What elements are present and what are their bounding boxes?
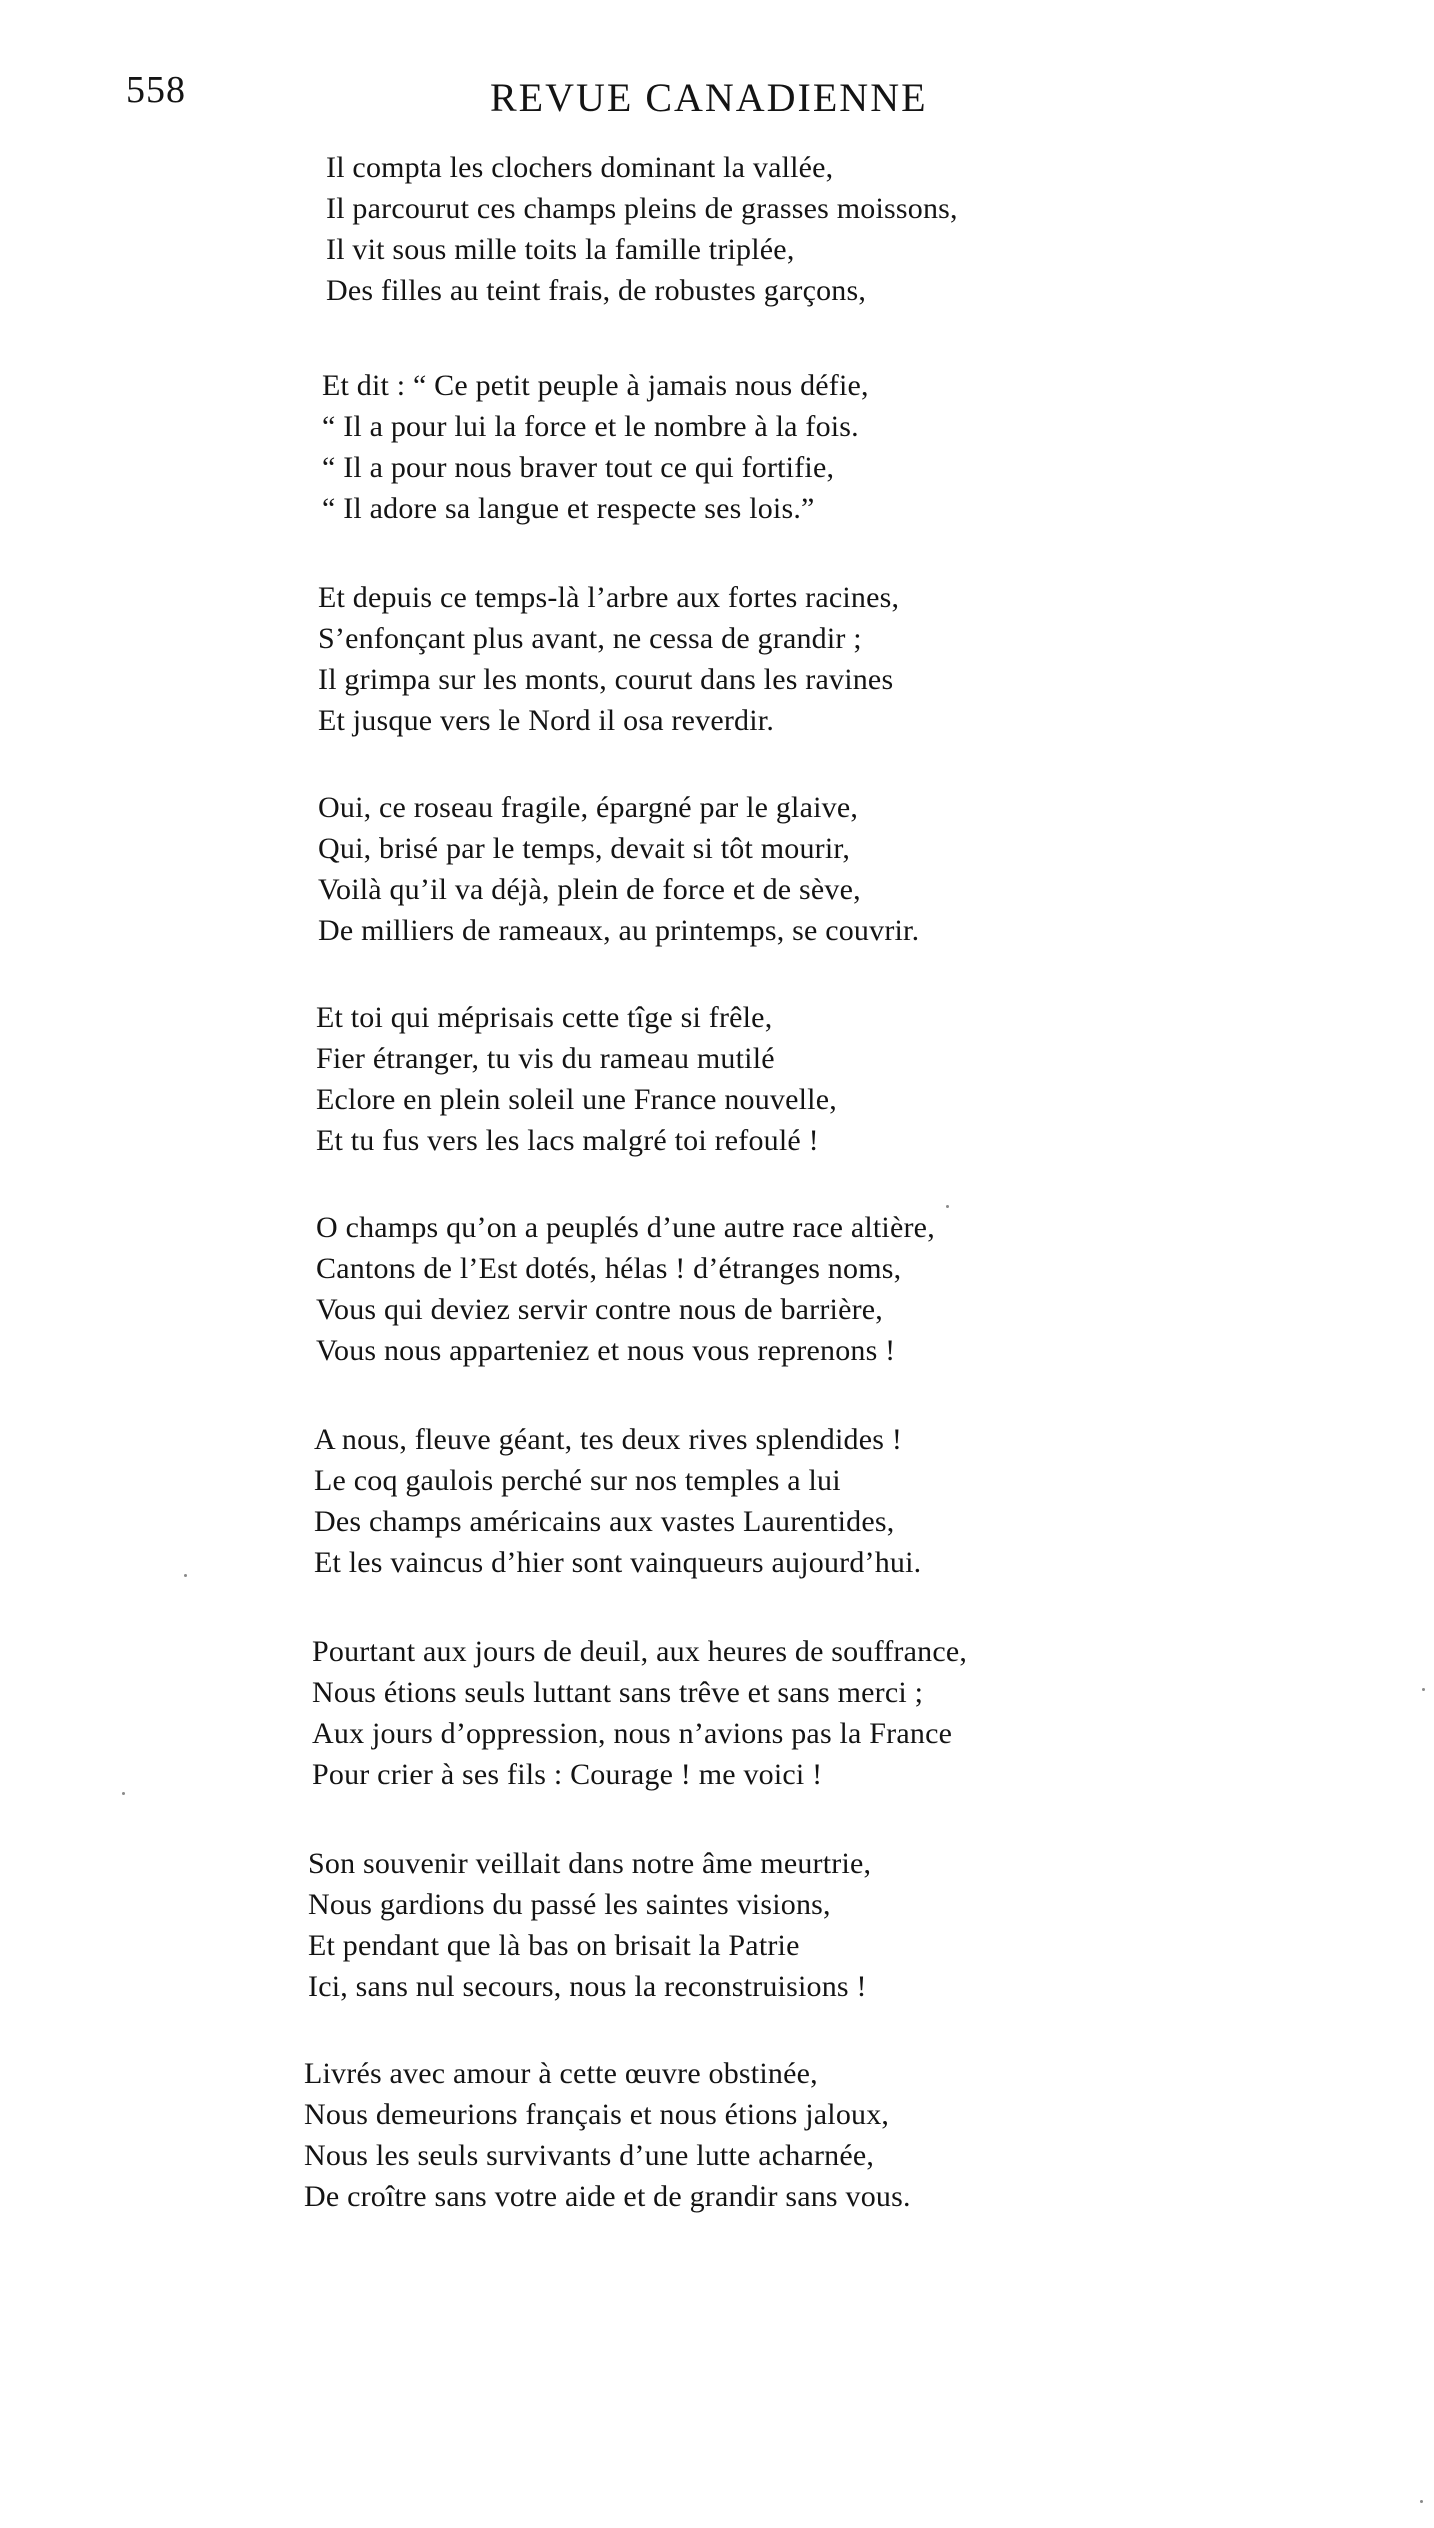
verse-line: Ici, sans nul secours, nous la reconstruisions ! <box>308 1970 867 2003</box>
verse-line: Fier étranger, tu vis du rameau mutilé <box>316 1042 775 1075</box>
verse-line: “ Il a pour lui la force et le nombre à la fois. <box>322 410 859 443</box>
verse-line: Et les vaincus d’hier sont vainqueurs aujourd’hui. <box>314 1546 922 1579</box>
verse-line: Des filles au teint frais, de robustes garçons, <box>326 274 867 307</box>
verse-line: Il grimpa sur les monts, courut dans les ravines <box>318 663 894 696</box>
verse-line: Il vit sous mille toits la famille triplée, <box>326 233 795 266</box>
verse-line: S’enfonçant plus avant, ne cessa de grandir ; <box>318 622 862 655</box>
verse-line: Le coq gaulois perché sur nos temples a lui <box>314 1464 841 1497</box>
running-title: REVUE CANADIENNE <box>490 75 928 120</box>
verse-line: Oui, ce roseau fragile, épargné par le glaive, <box>318 791 859 824</box>
verse-line: A nous, fleuve géant, tes deux rives splendides ! <box>314 1423 903 1456</box>
scan-speck <box>946 1205 949 1208</box>
verse-line: Livrés avec amour à cette œuvre obstinée, <box>304 2057 818 2090</box>
verse-line: “ Il adore sa langue et respecte ses lois.” <box>322 492 815 525</box>
verse-line: “ Il a pour nous braver tout ce qui fortifie, <box>322 451 835 484</box>
verse-line: Et depuis ce temps-là l’arbre aux fortes racines, <box>318 581 900 614</box>
scan-speck <box>122 1792 125 1795</box>
page-header <box>0 64 1434 134</box>
verse-line: Son souvenir veillait dans notre âme meurtrie, <box>308 1847 872 1880</box>
scan-speck <box>1420 2500 1423 2503</box>
verse-line: De croître sans votre aide et de grandir sans vous. <box>304 2180 911 2213</box>
verse-line: Pourtant aux jours de deuil, aux heures de souffrance, <box>312 1635 968 1668</box>
verse-line: Il compta les clochers dominant la vallée, <box>326 151 834 184</box>
verse-line: Aux jours d’oppression, nous n’avions pas la France <box>312 1717 953 1750</box>
verse-line: Vous nous apparteniez et nous vous reprenons ! <box>316 1334 896 1367</box>
verse-line: Et dit : “ Ce petit peuple à jamais nous défie, <box>322 369 869 402</box>
verse-line: Des champs américains aux vastes Laurentides, <box>314 1505 895 1538</box>
scan-speck <box>184 1574 187 1577</box>
verse-line: Nous les seuls survivants d’une lutte acharnée, <box>304 2139 875 2172</box>
page-number: 558 <box>126 69 186 111</box>
verse-line: Et jusque vers le Nord il osa reverdir. <box>318 704 775 737</box>
verse-line: Et pendant que là bas on brisait la Patrie <box>308 1929 800 1962</box>
verse-line: Vous qui deviez servir contre nous de barrière, <box>316 1293 883 1326</box>
verse-line: Nous demeurions français et nous étions jaloux, <box>304 2098 890 2131</box>
verse-line: Cantons de l’Est dotés, hélas ! d’étranges noms, <box>316 1252 902 1285</box>
verse-line: Et toi qui méprisais cette tîge si frêle, <box>316 1001 773 1034</box>
verse-line: Eclore en plein soleil une France nouvelle, <box>316 1083 837 1116</box>
verse-line: Il parcourut ces champs pleins de grasses moissons, <box>326 192 958 225</box>
verse-line: Nous gardions du passé les saintes visions, <box>308 1888 831 1921</box>
verse-line: Pour crier à ses fils : Courage ! me voici ! <box>312 1758 823 1791</box>
scan-speck <box>1422 1688 1425 1691</box>
verse-line: Nous étions seuls luttant sans trêve et sans merci ; <box>312 1676 924 1709</box>
verse-line: Voilà qu’il va déjà, plein de force et de sève, <box>318 873 861 906</box>
verse-line: Qui, brisé par le temps, devait si tôt mourir, <box>318 832 851 865</box>
verse-line: De milliers de rameaux, au printemps, se couvrir. <box>318 914 920 947</box>
verse-line: Et tu fus vers les lacs malgré toi refoulé ! <box>316 1124 819 1157</box>
verse-line: O champs qu’on a peuplés d’une autre race altière, <box>316 1211 935 1244</box>
